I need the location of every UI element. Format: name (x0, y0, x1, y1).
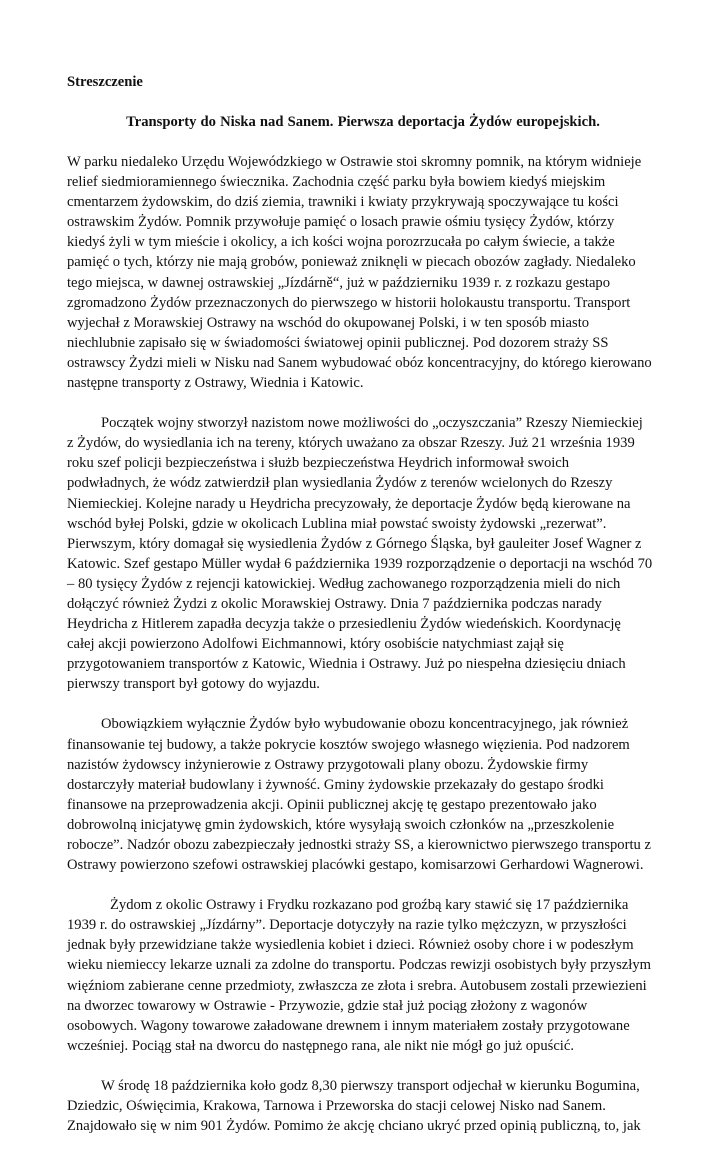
paragraph-line: Początek wojny stworzył nazistom nowe możliwości do „oczyszczania” Rzeszy Niemieckiej (101, 415, 643, 432)
paragraph-line: dostarczyły materiał budowlany i żywność. Gminy żydowskie przekazały do gestapo środki (67, 776, 604, 793)
paragraph-line: finansowanie tej budowy, a także pokrycie kosztów swojego własnego więzienia. Pod nadzorem (67, 736, 630, 753)
paragraph-line: 1939 r. do ostrawskiej „Jízdárny”. Deportacje dotyczyły na razie tylko mężczyzn, w przyszłości (67, 917, 627, 934)
paragraph-line: całej akcji powierzono Adolfowi Eichmannowi, który osobiście natychmiast zajął się (67, 636, 564, 653)
paragraph-line: pierwszy transport był gotowy do wyjazdu. (67, 676, 320, 693)
paragraph-line: więźniom zabierane cenne przedmioty, zwłaszcza ze złota i srebra. Autobusem zostali przewiezieni (67, 977, 647, 994)
paragraph-line: wyjechał z Morawskiej Ostrawy na wschód do okupowanej Polski, i w ten sposób miasto (67, 314, 590, 331)
paragraph-line: wschód byłej Polski, gdzie w okolicach Lublina miał powstać swoisty żydowski „rezerwat”. (67, 515, 607, 532)
paragraph-line: Żydom z okolic Ostrawy i Frydku rozkazano pod groźbą kary stawić się 17 października (110, 897, 629, 914)
paragraph-1 (67, 152, 659, 393)
paragraph-line: robocze”. Nadzór obozu zabezpieczały jednostki straży SS, a kierownictwo pierwszego transportu z (67, 837, 651, 853)
document-title: Transporty do Niska nad Sanem. Pierwsza deportacja Żydów europejskich. (126, 114, 600, 130)
paragraph-line: W środę 18 października koło godz 8,30 pierwszy transport odjechał w kierunku Bogumina, (101, 1077, 640, 1094)
paragraph-line: Znajdowało się w nim 901 Żydów. Pomimo że akcję chciano ukryć przed opinią publiczną, to, jak (67, 1118, 641, 1135)
paragraph-line: – 80 tysięcy Żydów z rejencji katowickiej. Według zachowanego rozporządzenia mieli do nich (67, 575, 621, 592)
paragraph-3 (67, 714, 659, 875)
document-page (67, 72, 659, 1156)
paragraph-line: Dziedzic, Oświęcimia, Krakowa, Tarnowa i Przeworska do stacji celowej Nisko nad Sanem. (67, 1098, 606, 1115)
paragraph-line: na dworzec towarowy w Ostrawie - Przywozie, gdzie stał już pociąg złożony z wagonów (67, 997, 588, 1014)
paragraph-5 (67, 1076, 659, 1136)
paragraph-line: cmentarzem żydowskim, do dziś ziemia, trawniki i kwiaty przykrywają spoczywające tu kości (67, 194, 619, 211)
paragraph-line: podwładnych, że wódz zatwierdził plan wysiedlania Żydów z terenów wcielonych do Rzeszy (67, 475, 613, 492)
paragraph-4 (67, 895, 659, 1056)
paragraph-2 (67, 413, 659, 694)
paragraph-line: Ostrawy powierzono szefowi ostrawskiej placówki gestapo, komisarzowi Gerhardowi Wagnerowi. (67, 857, 644, 874)
paragraph-line: Katowic. Szef gestapo Müller wydał 6 października 1939 rozporządzenie o deportacji na wschód 70 (67, 555, 653, 572)
paragraph-line: wcześniej. Pociąg stał na dworcu do następnego rana, ale nikt nie mógł go już opuścić. (67, 1037, 574, 1054)
paragraph-line: Niemieckiej. Kolejne narady u Heydricha precyzowały, że deportacje Żydów będą kierowane na (67, 495, 631, 512)
paragraph-line: roku szef policji bezpieczeństwa i służb bezpieczeństwa Heydrich informował swoich (67, 455, 570, 472)
paragraph-line: wieku niemieccy lekarze uznali za zdolne do transportu. Podczas rewizji osobistych były przyszłym (67, 957, 651, 974)
paragraph-line: nazistów żydowscy inżynierowie z Ostrawy przygotowali plany obozu. Żydowskie firmy (67, 756, 589, 773)
paragraph-line: finansowe na przeprowadzenia akcji. Opinii publicznej akcję tę gestapo prezentowało jako (67, 796, 597, 813)
paragraph-line: kiedyś żyli w tym mieście i okolicy, a ich kości wojna porozrzucała po całym świecie, a także (67, 234, 615, 251)
paragraph-line: osobowych. Wagony towarowe załadowane drewnem i innym materiałem zostały przygotowane (67, 1017, 630, 1034)
paragraph-line: jednak były przewidziane także wysiedlenia kobiet i dzieci. Również osoby chore i w podeszłym (67, 937, 634, 954)
paragraph-line: następne transporty z Ostrawy, Wiednia i Katowic. (67, 375, 364, 392)
paragraph-line: niechlubnie zapisało się w świadomości światowej opinii publicznej. Pod dozorem straży SS (67, 334, 609, 351)
paragraph-line: ostrawscy Żydzi mieli w Nisku nad Sanem wybudować obóz koncentracyjny, do którego kierowano (67, 354, 652, 371)
paragraph-line: Pierwszym, który domagał się wysiedlenia Żydów z Górnego Śląska, był gauleiter Josef Wagner z (67, 535, 642, 552)
section-heading: Streszczenie (67, 74, 143, 90)
paragraph-line: pamięć o tych, którzy nie mają grobów, ponieważ zniknęli w piecach obozów zagłady. Niedaleko (67, 254, 636, 271)
paragraph-line: przygotowaniem transportów z Katowic, Wiednia i Ostrawy. Już po niespełna dziesięciu dniach (67, 656, 626, 673)
paragraph-line: dołączyć również Żydzi z okolic Morawskiej Ostrawy. Dnia 7 października podczas narady (67, 595, 602, 612)
paragraph-line: W parku niedaleko Urzędu Wojewódzkiego w Ostrawie stoi skromny pomnik, na którym widnieje (67, 154, 642, 170)
paragraph-line: zgromadzono Żydów przeznaczonych do pierwszego w historii holokaustu transportu. Transport (67, 294, 631, 311)
paragraph-line: z Żydów, do wysiedlania ich na tereny, których uważano za obszar Rzeszy. Już 21 września 1939 (67, 435, 635, 452)
paragraph-line: tego miejsca, w dawnej ostrawskiej „Jízdárně“, już w październiku 1939 r. z rozkazu gestapo (67, 274, 611, 291)
paragraph-line: Heydricha z Hitlerem zapadła decyzja także o przesiedleniu Żydów wiedeńskich. Koordynację (67, 616, 621, 633)
paragraph-line: dobrowolną inicjatywę gmin żydowskich, które wysyłają swoich członków na „przeszkolenie (67, 816, 615, 833)
paragraph-line: relief siedmioramiennego świecznika. Zachodnia część parku była bowiem kiedyś miejskim (67, 174, 606, 191)
paragraph-line: Obowiązkiem wyłącznie Żydów było wybudowanie obozu koncentracyjnego, jak również (101, 716, 629, 733)
paragraph-line: ostrawskim Żydów. Pomnik przywołuje pamięć o losach prawie ośmiu tysięcy Żydów, którzy (67, 214, 615, 231)
